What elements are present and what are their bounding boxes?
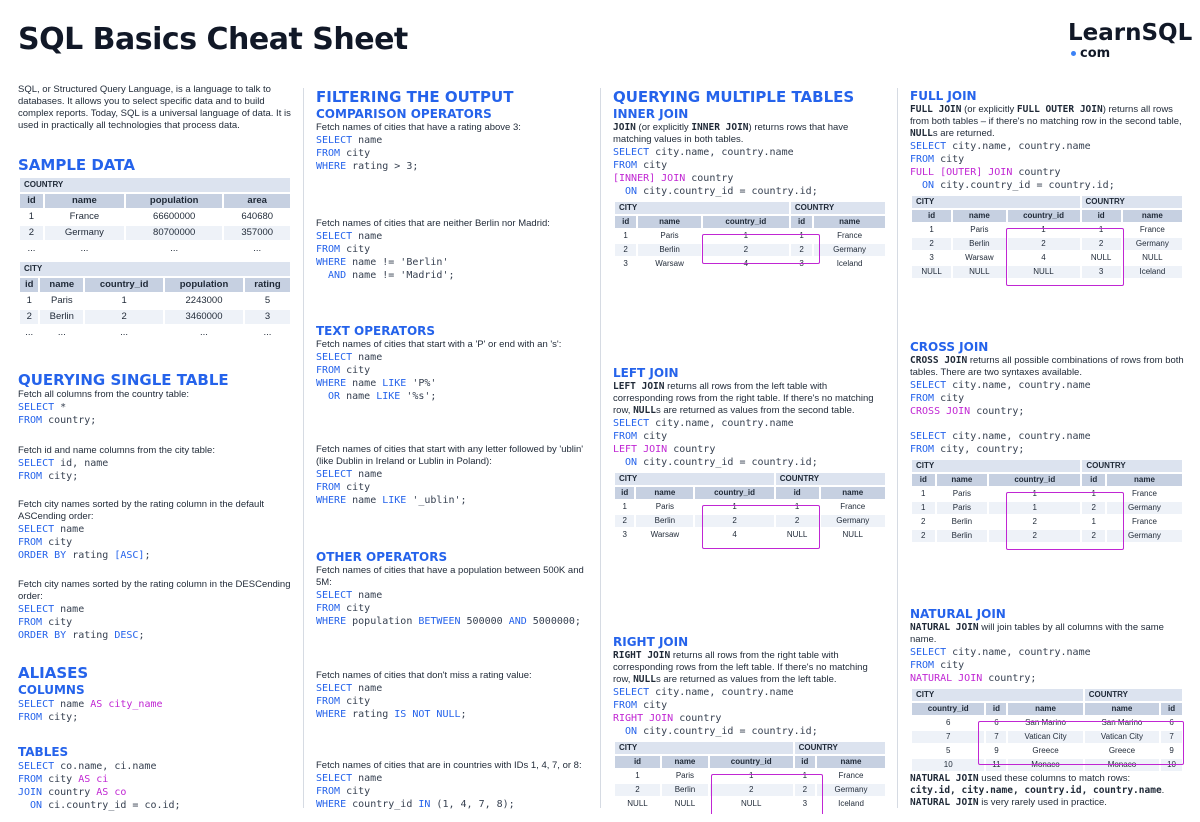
table-cell: NULL — [1008, 266, 1080, 278]
table-cell: 6 — [994, 718, 999, 727]
table-cell: 2 — [1082, 502, 1105, 514]
table-cell: Germany — [817, 784, 885, 796]
column-header: id — [912, 474, 935, 486]
code-snippet: SELECT * FROM country; — [18, 402, 97, 426]
intro-text: SQL, or Structured Query Language, is a language to talk to databases. It allows you to select specific data and to build complex reports. Today, SQL is a universal language of data. It is used in practically all technologies that process data. — [18, 84, 291, 131]
table-cell: ... — [200, 327, 208, 338]
example-description: Fetch names of cities that start with any letter followed by 'ublin' (like Dublin in Ireland or Lublin in Poland): — [316, 444, 584, 467]
table-cell: 1 — [26, 295, 32, 306]
column-header: name — [636, 487, 693, 499]
table-cell: Vatican City — [1085, 731, 1159, 743]
example-description: Fetch names of cities that have a population between 500K and 5M: — [316, 565, 584, 588]
code-snippet: SELECT city.name, country.name FROM city RIGHT JOIN country ON city.country_id = country.id; — [613, 687, 818, 737]
table-cell: 1 — [28, 211, 35, 222]
code-snippet: SELECT city.name, country.name FROM city NATURAL JOIN country; — [910, 647, 1091, 684]
column-header: id — [986, 703, 1006, 715]
table-cell: ... — [263, 327, 272, 338]
table-cell: 2 — [776, 515, 819, 527]
right-join-section — [613, 634, 887, 812]
table-cell: Paris — [655, 502, 674, 511]
column-4 — [910, 84, 1184, 814]
table-cell: NULL — [912, 266, 951, 278]
table-cell: Germany — [814, 244, 885, 256]
logo-subtext — [1071, 46, 1188, 61]
right-join-result — [613, 740, 887, 812]
natural-join-usage-note: NATURAL JOIN is very rarely used in practice. — [910, 797, 1107, 808]
table-cell: 1 — [623, 231, 628, 240]
logo-domain: com — [1080, 46, 1111, 61]
example-description: Fetch names of cities that have a rating above 3: — [316, 122, 521, 133]
table-cell: San Marino — [1025, 718, 1066, 727]
table-cell: Berlin — [636, 515, 693, 527]
text-operators-subheading: TEXT OPERATORS — [316, 324, 436, 338]
table-cell: 9 — [1169, 746, 1174, 755]
table-cell: 3 — [245, 310, 290, 324]
table-cell: Berlin — [937, 530, 988, 542]
column-header: id — [615, 756, 660, 768]
table-cell: 1 — [635, 771, 640, 780]
column-header: id — [20, 278, 38, 292]
table-cell: 6 — [946, 718, 951, 727]
single-table-section — [18, 371, 292, 427]
table-cell: NULL — [842, 530, 863, 539]
inner-join-section — [613, 88, 887, 272]
table-cell: 7 — [1161, 731, 1182, 743]
column-divider — [600, 88, 601, 808]
table-name: COUNTRY — [776, 473, 885, 485]
table-cell: 2 — [695, 515, 773, 527]
column-header: id — [20, 194, 43, 208]
table-cell: 1 — [1098, 225, 1104, 234]
table-cell: 10 — [1161, 759, 1182, 771]
table-cell: 1 — [622, 502, 627, 511]
column-header: name — [953, 210, 1005, 222]
table-cell: 4 — [1041, 253, 1046, 262]
column-header: id — [791, 216, 812, 228]
column-header: population — [126, 194, 222, 208]
natural-join-note: NATURAL JOIN used these columns to match rows: — [910, 773, 1131, 784]
other-operators-subheading: OTHER OPERATORS — [316, 550, 448, 564]
table-cell: Paris — [937, 502, 988, 514]
column-header: country_id — [710, 756, 793, 768]
column-header: name — [662, 756, 708, 768]
table-cell: Berlin — [662, 784, 708, 796]
column-header: name — [40, 278, 83, 292]
table-cell: 5 — [946, 746, 951, 755]
example-description: Fetch names of cities that are in countries with IDs 1, 4, 7, or 8: — [316, 760, 582, 771]
table-cell: Germany — [1123, 238, 1182, 250]
page-title: SQL Basics Cheat Sheet — [18, 22, 408, 57]
match-highlight — [1006, 228, 1124, 286]
table-name: COUNTRY — [795, 742, 885, 754]
table-cell: Germany — [1107, 502, 1182, 514]
table-cell: ... — [25, 327, 34, 338]
table-cell: France — [838, 771, 864, 780]
example-description: Fetch names of cities that are neither Berlin nor Madrid: — [316, 218, 550, 229]
table-name: CITY — [615, 473, 774, 485]
table-cell: 1 — [1091, 517, 1096, 526]
other-operators-example-2 — [316, 670, 590, 721]
match-highlight — [711, 774, 823, 814]
column-header: country_id — [1008, 210, 1080, 222]
table-name: CITY — [912, 460, 1080, 472]
match-highlight — [702, 234, 820, 264]
code-snippet: SELECT name FROM city WHERE name LIKE '_ublin'; — [316, 469, 467, 506]
table-row — [20, 226, 290, 240]
table-cell: Berlin — [638, 244, 701, 256]
aliases-tables — [18, 744, 292, 812]
table-cell: Vatican City — [1008, 731, 1082, 743]
code-snippet: SELECT name FROM city WHERE population BETWEEN 500000 AND 5000000; — [316, 590, 581, 627]
table-cell: 3 — [929, 253, 934, 262]
column-header: id — [1161, 703, 1182, 715]
table-cell: 2 — [912, 238, 951, 250]
column-header: id — [912, 210, 951, 222]
table-cell: 2 — [1008, 238, 1080, 250]
table-name: COUNTRY — [791, 202, 885, 214]
table-cell: 2 — [1082, 238, 1121, 250]
table-cell: Warsaw — [655, 259, 684, 268]
column-divider — [897, 88, 898, 808]
table-cell: 2 — [989, 530, 1080, 542]
column-header: name — [638, 216, 701, 228]
column-header: name — [817, 756, 885, 768]
table-cell: ... — [80, 243, 89, 254]
table-cell: 2 — [703, 244, 789, 256]
table-cell: Iceland — [836, 259, 863, 268]
table-cell: Iceland — [838, 799, 864, 808]
single-table-example-2 — [18, 445, 292, 483]
column-2 — [316, 84, 590, 814]
table-cell: Berlin — [951, 517, 973, 526]
table-cell: NULL — [1090, 253, 1112, 262]
table-cell: NULL — [674, 799, 696, 808]
column-header: name — [821, 487, 886, 499]
table-cell: 80700000 — [126, 226, 222, 240]
table-cell: Berlin — [953, 238, 1005, 250]
natural-join-section — [910, 606, 1184, 809]
column-header: id — [615, 216, 636, 228]
code-snippet: SELECT name AS city_name FROM city; — [18, 699, 163, 723]
code-snippet: SELECT name FROM city WHERE name != 'Berlin' AND name != 'Madrid'; — [316, 231, 455, 281]
table-cell: NULL — [953, 266, 1005, 278]
tables-subheading: TABLES — [18, 745, 69, 759]
table-cell: Paris — [952, 489, 971, 498]
table-cell: 2 — [615, 244, 636, 256]
column-header: country_id — [912, 703, 984, 715]
filtering-section — [316, 88, 590, 173]
column-header: id — [615, 487, 634, 499]
code-snippet: SELECT city.name, country.name FROM city, country; — [910, 431, 1091, 455]
table-cell: 4 — [732, 530, 737, 539]
table-row — [20, 326, 290, 340]
intro-block — [18, 84, 292, 132]
column-header: population — [165, 278, 243, 292]
inner-join-description: JOIN (or explicitly INNER JOIN) returns rows that have matching values in both tables. — [613, 122, 849, 145]
example-description: Fetch id and name columns from the city table: — [18, 445, 215, 456]
table-cell: ... — [27, 243, 36, 254]
table-name: CITY — [20, 262, 290, 276]
example-description: Fetch all columns from the country table: — [18, 389, 190, 400]
table-cell: 3460000 — [165, 310, 243, 324]
text-operators-example-2 — [316, 444, 590, 507]
single-table-example-4 — [18, 579, 292, 642]
table-cell: Warsaw — [650, 530, 680, 539]
table-cell: 2243000 — [185, 295, 223, 306]
table-cell: 1 — [912, 502, 935, 514]
column-header: country_id — [989, 474, 1080, 486]
match-highlight — [978, 721, 1184, 765]
table-cell: 3 — [623, 259, 628, 268]
table-name: CITY — [912, 689, 1083, 701]
table-cell: 10 — [912, 759, 984, 771]
table-name: CITY — [615, 742, 793, 754]
table-cell: 640680 — [241, 211, 274, 222]
table-cell: 2 — [1082, 530, 1105, 542]
code-snippet: SELECT city.name, country.name FROM city CROSS JOIN country; — [910, 380, 1091, 417]
table-cell: 1 — [1091, 489, 1096, 498]
table-cell: 3 — [1082, 266, 1121, 278]
column-header: id — [795, 756, 815, 768]
table-cell: Warsaw — [965, 253, 994, 262]
code-snippet: SELECT name FROM city WHERE rating IS NOT NULL; — [316, 683, 467, 720]
column-header: name — [1008, 703, 1082, 715]
table-cell: NULL — [740, 799, 762, 808]
table-cell: 1 — [732, 502, 737, 511]
table-cell: Paris — [970, 225, 989, 234]
table-cell: 1 — [989, 502, 1080, 514]
code-snippet: SELECT city.name, country.name FROM city LEFT JOIN country ON city.country_id = country.id; — [613, 418, 818, 468]
column-header: name — [937, 474, 988, 486]
table-row — [20, 210, 290, 224]
filtering-example-2 — [316, 218, 590, 282]
table-cell: 1 — [1032, 489, 1037, 498]
code-snippet: SELECT city.name, country.name FROM city [INNER] JOIN country ON city.country_id = country.id; — [613, 147, 818, 197]
table-cell: France — [837, 231, 863, 240]
column-header: country_id — [695, 487, 773, 499]
columns-subheading: COLUMNS — [18, 683, 85, 697]
table-cell: San Marino — [1101, 718, 1143, 727]
table-cell: 2 — [615, 515, 634, 527]
left-join-section — [613, 365, 887, 543]
right-join-description: RIGHT JOIN returns all rows from the right table with corresponding rows from the left table. If there's no matching row, NULLs are returned as values from the left table. — [613, 650, 868, 685]
natural-join-columns: city.id, city.name, country.id, country.name. — [910, 785, 1165, 796]
column-divider — [303, 88, 304, 808]
table-cell: Greece — [1032, 746, 1059, 755]
table-cell: 7 — [912, 731, 984, 743]
table-cell: 66600000 — [153, 211, 196, 222]
table-cell: 5 — [264, 295, 271, 306]
code-snippet: SELECT name FROM city WHERE country_id IN (1, 4, 7, 8); — [316, 773, 515, 810]
table-cell: Germany — [1107, 530, 1182, 542]
table-cell: 1 — [799, 231, 804, 240]
column-header: name — [1107, 474, 1182, 486]
table-cell: Greece — [1108, 746, 1136, 755]
column-header: name — [1085, 703, 1159, 715]
column-header: country_id — [703, 216, 789, 228]
column-header: id — [776, 487, 819, 499]
column-header: name — [1123, 210, 1182, 222]
table-cell: NULL — [627, 799, 648, 808]
column-header: id — [1082, 210, 1121, 222]
code-snippet: SELECT id, name FROM city; — [18, 458, 109, 482]
table-cell: ... — [170, 243, 179, 254]
aliases-section — [18, 664, 292, 724]
natural-join-description: NATURAL JOIN will join tables by all columns with the same name. — [910, 622, 1164, 645]
table-cell: Germany — [821, 515, 886, 527]
filtering-heading: FILTERING THE OUTPUT — [316, 88, 514, 106]
single-table-example-3 — [18, 499, 292, 562]
inner-join-subheading: INNER JOIN — [613, 107, 689, 121]
table-cell: Berlin — [40, 310, 83, 324]
left-join-result — [613, 471, 887, 543]
other-operators-section — [316, 549, 590, 628]
table-cell: Monaco — [1008, 759, 1082, 771]
full-join-description: FULL JOIN (or explicitly FULL OUTER JOIN) returns all rows from both tables – if there's no matching row in the second table, NULLs are returned. — [910, 104, 1182, 139]
table-cell: 1 — [794, 502, 800, 511]
sample-data-heading: SAMPLE DATA — [18, 156, 135, 174]
table-row — [20, 310, 290, 324]
table-cell: Paris — [660, 231, 679, 240]
learnsql-logo — [1068, 20, 1193, 64]
table-cell: 7 — [986, 731, 1006, 743]
table-cell: 1 — [921, 489, 926, 498]
table-row — [20, 294, 290, 308]
code-snippet: SELECT name FROM city WHERE rating > 3; — [316, 135, 419, 172]
other-operators-example-3 — [316, 760, 590, 811]
cross-join-section — [910, 339, 1184, 544]
cross-join-result — [910, 458, 1184, 544]
column-1 — [18, 84, 292, 814]
match-highlight — [1006, 492, 1124, 550]
example-description: Fetch city names sorted by the rating column in the default ASCending order: — [18, 499, 265, 522]
table-cell: NULL — [786, 530, 808, 539]
natural-join-subheading: NATURAL JOIN — [910, 607, 1006, 621]
table-cell: 1 — [1041, 225, 1046, 234]
aliases-heading: ALIASES — [18, 664, 89, 682]
table-cell: Paris — [675, 771, 695, 780]
city-sample-table — [18, 260, 292, 342]
example-description: Fetch names of cities that don't miss a rating value: — [316, 670, 532, 681]
table-cell: 2 — [615, 784, 660, 796]
left-join-description: LEFT JOIN returns all rows from the left table with corresponding rows from the right table. If there's no matching row, NULLs are returned as values from the second table. — [613, 381, 874, 416]
table-name: COUNTRY — [1082, 196, 1182, 208]
column-header: country_id — [85, 278, 163, 292]
table-cell: 1 — [802, 771, 808, 780]
code-snippet: SELECT name FROM city ORDER BY rating [ASC]; — [18, 524, 151, 561]
column-header: name — [45, 194, 124, 208]
full-join-subheading: FULL JOIN — [910, 89, 977, 103]
table-cell: 3 — [622, 530, 627, 539]
table-name: COUNTRY — [20, 178, 290, 192]
table-cell: France — [840, 502, 866, 511]
table-cell: 2 — [795, 784, 815, 796]
column-3 — [613, 84, 887, 814]
table-cell: 6 — [1169, 718, 1174, 727]
code-snippet: SELECT co.name, ci.name FROM city AS ci JOIN country AS co ON ci.country_id = co.id; — [18, 761, 181, 811]
table-cell: 9 — [994, 746, 999, 755]
table-cell: 3 — [799, 259, 804, 268]
cross-join-description: CROSS JOIN returns all possible combinations of rows from both tables. There are two syntaxes available. — [910, 355, 1184, 378]
code-snippet: SELECT city.name, country.name FROM city FULL [OUTER] JOIN country ON city.country_id = country.id; — [910, 141, 1115, 191]
code-snippet: SELECT name FROM city WHERE name LIKE 'P%' OR name LIKE '%s'; — [316, 352, 437, 402]
right-join-subheading: RIGHT JOIN — [613, 635, 689, 649]
table-cell: ... — [57, 327, 66, 338]
natural-join-result — [910, 687, 1184, 773]
table-cell: 2 — [791, 244, 812, 256]
table-cell: 1 — [121, 295, 127, 306]
sample-data-section — [18, 156, 292, 342]
table-cell: France — [69, 211, 100, 222]
table-cell: 357000 — [224, 226, 290, 240]
table-cell: Paris — [50, 295, 73, 306]
table-cell: 2 — [1032, 517, 1037, 526]
left-join-subheading: LEFT JOIN — [613, 366, 679, 380]
table-cell: Iceland — [1123, 266, 1182, 278]
logo-text: LearnSQL — [1068, 20, 1193, 46]
country-sample-table — [18, 176, 292, 258]
table-cell: 1 — [748, 771, 754, 780]
table-cell: 2 — [85, 310, 163, 324]
table-cell: France — [1132, 489, 1157, 498]
comparison-subheading: COMPARISON OPERATORS — [316, 107, 492, 121]
single-table-heading: QUERYING SINGLE TABLE — [18, 371, 229, 389]
logo-dot-icon — [1071, 51, 1076, 56]
table-cell: NULL — [1142, 253, 1163, 262]
table-cell: 2 — [20, 310, 38, 324]
table-cell: ... — [253, 243, 262, 254]
code-snippet: SELECT name FROM city ORDER BY rating DESC; — [18, 604, 145, 641]
full-join-result — [910, 194, 1184, 280]
table-cell: 2 — [20, 226, 43, 240]
table-cell: Germany — [45, 226, 124, 240]
table-cell: 2 — [912, 530, 935, 542]
table-cell: 3 — [802, 799, 808, 808]
table-row — [20, 242, 290, 256]
cross-join-subheading: CROSS JOIN — [910, 340, 989, 354]
full-join-section — [910, 88, 1184, 280]
table-cell: France — [1139, 225, 1165, 234]
column-header: id — [1082, 474, 1105, 486]
table-name: CITY — [912, 196, 1080, 208]
column-header: rating — [245, 278, 290, 292]
column-header: name — [814, 216, 885, 228]
table-name: CITY — [615, 202, 789, 214]
table-name: COUNTRY — [1082, 460, 1182, 472]
table-cell: ... — [120, 327, 129, 338]
column-header: area — [224, 194, 290, 208]
inner-join-result — [613, 200, 887, 272]
match-highlight — [702, 505, 820, 549]
table-cell: 2 — [921, 517, 926, 526]
table-cell: Monaco — [1085, 759, 1159, 771]
table-cell: France — [1132, 517, 1157, 526]
text-operators-section — [316, 323, 590, 403]
multiple-tables-heading: QUERYING MULTIPLE TABLES — [613, 88, 855, 106]
example-description: Fetch names of cities that start with a 'P' or end with an 's': — [316, 339, 562, 350]
table-cell: 1 — [929, 225, 934, 234]
table-cell: 4 — [743, 259, 749, 268]
table-name: COUNTRY — [1085, 689, 1182, 701]
table-cell: 2 — [710, 784, 793, 796]
example-description: Fetch city names sorted by the rating column in the DESCending order: — [18, 579, 291, 602]
table-cell: 11 — [986, 759, 1006, 771]
table-cell: 1 — [743, 231, 749, 240]
